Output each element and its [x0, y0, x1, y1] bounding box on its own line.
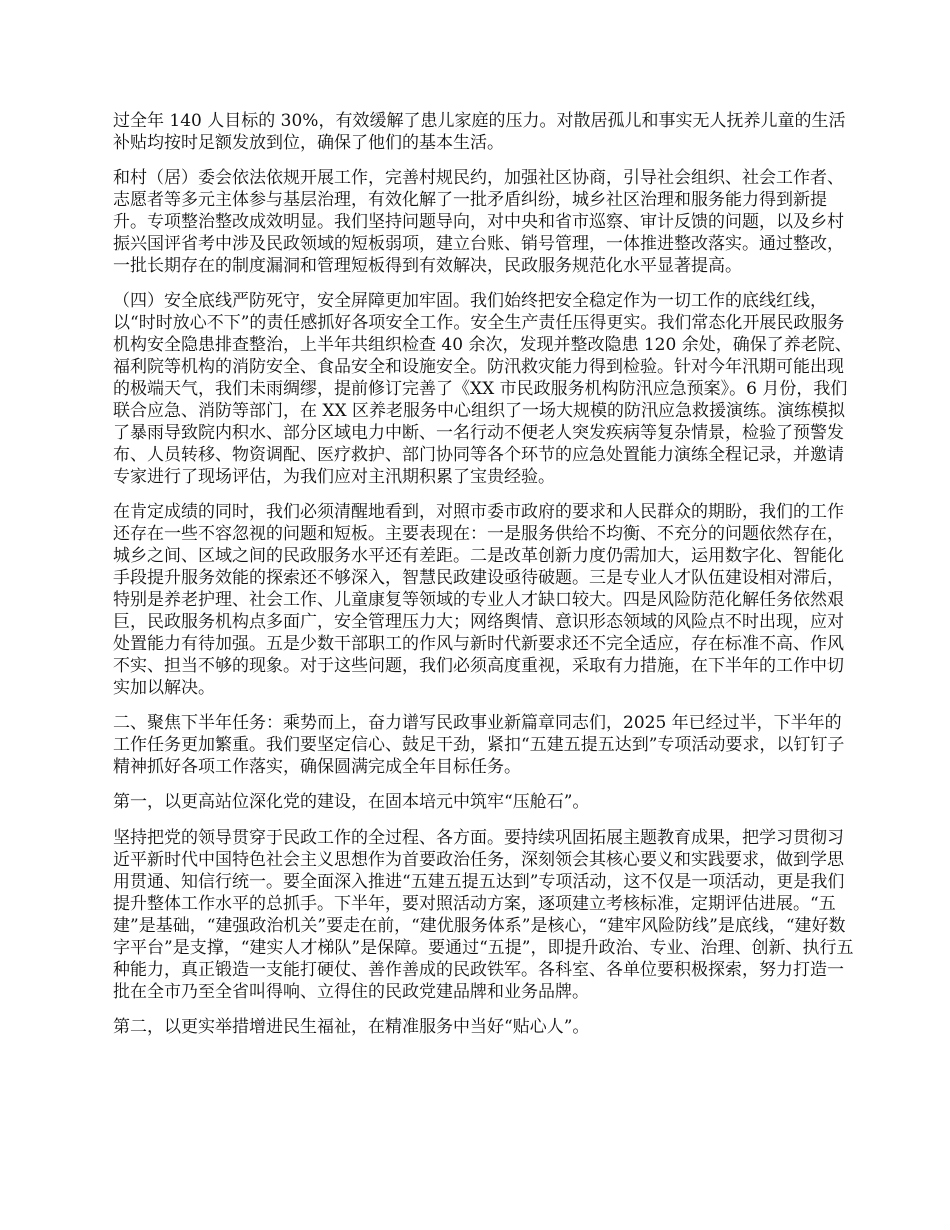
paragraph-problems-shortcomings: 在肯定成绩的同时，我们必须清醒地看到，对照市委市政府的要求和人民群众的期盼，我们的工作还存在一些不容忽视的问题和短板。主要表现在：一是服务供给不均衡、不充分的问题依然存在，城乡之间、区域之间的民政服务水平还有差距。二是改革创新力度仍需加大，运用数字化、智能化手段提升服务效能的探索还不够深入，智慧民政建设亟待破题。三是专业人才队伍建设相对滞后，特别是养老护理、社会工作、儿童康复等领域的专业人才缺口较大。四是风险防范化解任务依然艰巨，民政服务机构点多面广，安全管理压力大；网络舆情、意识形态领域的风险点不时出现，应对处置能力有待加强。五是少数干部职工的作风与新时代新要求还不完全适应，存在标准不高、作风不实、担当不够的现象。对于这些问题，我们必须高度重视，采取有力措施，在下半年的工作中切实加以解决。: [113, 502, 844, 698]
paragraph-second-half-tasks: 二、聚焦下半年任务：乘势而上，奋力谱写民政事业新篇章同志们，2025 年已经过半，下半年的工作任务更加繁重。我们要坚定信心、鼓足干劲，紧扣“五建五提五达到”专项活动要求，以钉钉子精神抓好各项工作落实，确保圆满完成全年目标任务。: [113, 713, 845, 777]
paragraph-safety-bottom-line: （四）安全底线严防死守，安全屏障更加牢固。我们始终把安全稳定作为一切工作的底线红线，以“时时放心不下”的责任感抓好各项安全工作。安全生产责任压得更实。我们常态化开展民政服务机构安全隐患排查整治，上半年共组织检查 40 余次，发现并整改隐患 120 余处，确保了养老院、福利院等机构的消防安全、食品安全和设施安全。防汛救灾能力得到检验。针对今年汛期可能出现的极端天气，我们未雨绸缪，提前修订完善了《XX 市民政服务机构防汛应急预案》。6 月份，我们联合应急、消防等部门，在 XX 区养老服务中心组织了一场大规模的防汛应急救援演练。演练模拟了暴雨导致院内积水、部分区域电力中断、一名行动不便老人突发疾病等复杂情景，检验了预警发布、人员转移、物资调配、医疗救护、部门协同等各个环节的应急处置能力演练全程记录，并邀请专家进行了现场评估，为我们应对主汛期积累了宝贵经验。: [113, 291, 852, 487]
document-page: [113, 110, 858, 1052]
paragraph-child-welfare-results: 过全年 140 人目标的 30%，有效缓解了患儿家庭的压力。对散居孤儿和事实无人抚养儿童的生活补贴均按时足额发放到位，确保了他们的基本生活。: [113, 111, 846, 153]
paragraph-community-governance: 和村（居）委会依法依规开展工作，完善村规民约，加强社区协商，引导社会组织、社会工作者、志愿者等多元主体参与基层治理，有效化解了一批矛盾纠纷，城乡社区治理和服务能力得到新提升。专项整治整改成效明显。我们坚持问题导向，对中央和省市巡察、审计反馈的问题，以及乡村振兴国评省考中涉及民政领域的短板弱项，建立台账、销号管理，一体推进整改落实。通过整改，一批长期存在的制度漏洞和管理短板得到有效解决，民政服务规范化水平显著提高。: [113, 168, 844, 276]
heading-first-party-building: 第一，以更高站位深化党的建设，在固本培元中筑牢“压舱石”。: [113, 792, 590, 812]
paragraph-party-leadership: 坚持把党的领导贯穿于民政工作的全过程、各方面。要持续巩固拓展主题教育成果，把学习贯彻习近平新时代中国特色社会主义思想作为首要政治任务，深刻领会其核心要义和实践要求，做到学思用贯通、知信行统一。要全面深入推进“五建五提五达到”专项活动，这不仅是一项活动，更是我们提升整体工作水平的总抓手。下半年，要对照活动方案，逐项建立考核标准，定期评估进展。“五建”是基础，“建强政治机关”要走在前，“建优服务体系”是核心，“建牢风险防线”是底线，“建好数字平台”是支撑，“建实人才梯队”是保障。要通过“五提”，即提升政治、专业、治理、创新、执行五种能力，真正锻造一支能打硬仗、善作善成的民政铁军。各科室、各单位要积极探索，努力打造一批在全市乃至全省叫得响、立得住的民政党建品牌和业务品牌。: [113, 828, 854, 1002]
heading-second-livelihood: 第二，以更实举措增进民生福祉，在精准服务中当好“贴心人”。: [113, 1017, 590, 1037]
